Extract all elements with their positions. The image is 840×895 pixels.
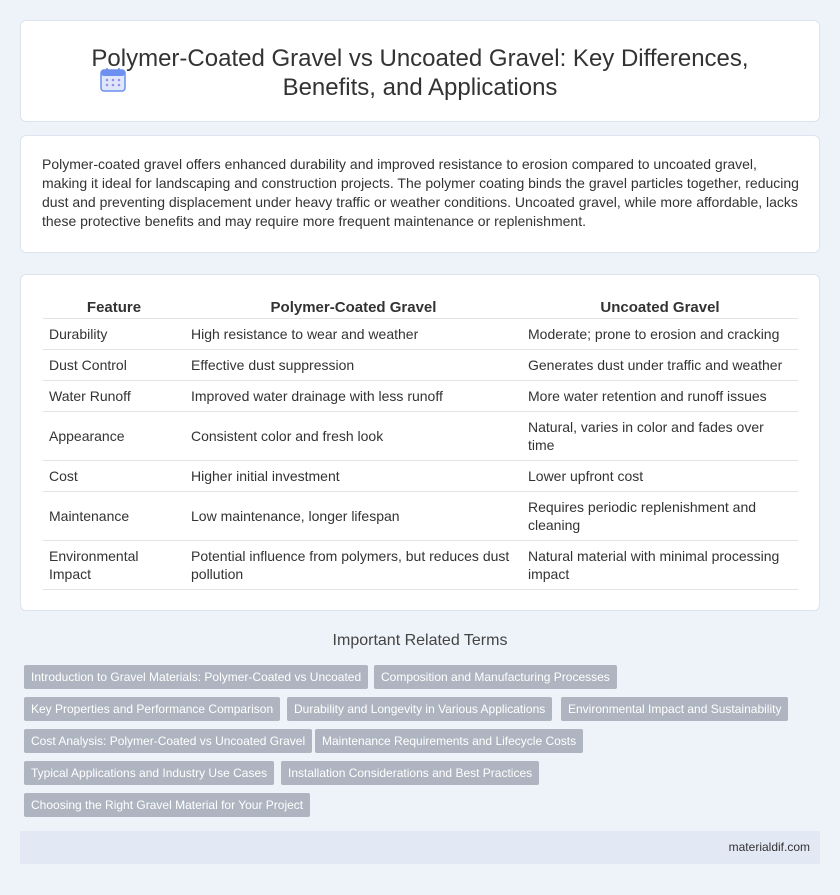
table-cell: Appearance — [43, 412, 185, 461]
footer-site-link[interactable]: materialdif.com — [728, 840, 810, 854]
table-row — [43, 461, 798, 492]
term-tag[interactable]: Choosing the Right Gravel Material for Your Project — [24, 793, 310, 817]
term-tag[interactable]: Composition and Manufacturing Processes — [374, 665, 617, 689]
table-row — [43, 541, 798, 590]
footer-bar — [20, 831, 820, 864]
table-cell: More water retention and runoff issues — [522, 381, 798, 412]
intro-paragraph: Polymer-coated gravel offers enhanced durability and improved resistance to erosion compared to uncoated gravel, making it ideal for landscaping and construction projects. The polymer coating binds the gravel particles together, reducing dust and preventing displacement under heavy traffic or weather conditions. Uncoated gravel, while more affordable, lacks these protective benefits and may require more frequent maintenance or replenishment. — [42, 156, 799, 229]
table-row — [43, 319, 798, 350]
table-cell: Dust Control — [43, 350, 185, 381]
related-terms-heading: Important Related Terms — [332, 632, 508, 649]
table-row — [43, 381, 798, 412]
column-header-uncoated: Uncoated Gravel — [522, 295, 798, 319]
page-title: Polymer-Coated Gravel vs Uncoated Gravel: Key Differences, Benefits, and Applications — [91, 45, 749, 101]
term-tag[interactable]: Cost Analysis: Polymer-Coated vs Uncoated Gravel — [24, 729, 312, 753]
intro-card — [20, 135, 820, 253]
table-cell: Maintenance — [43, 492, 185, 541]
column-header-polymer-coated: Polymer-Coated Gravel — [185, 295, 522, 319]
term-tag[interactable]: Introduction to Gravel Materials: Polymer-Coated vs Uncoated — [24, 665, 368, 689]
term-tag[interactable]: Installation Considerations and Best Practices — [281, 761, 539, 785]
table-cell: Consistent color and fresh look — [185, 412, 522, 461]
table-cell: High resistance to wear and weather — [185, 319, 522, 350]
comparison-table — [43, 295, 798, 590]
table-cell: Requires periodic replenishment and cleaning — [522, 492, 798, 541]
table-cell: Higher initial investment — [185, 461, 522, 492]
header-card — [20, 20, 820, 122]
comparison-table-card — [20, 274, 820, 611]
table-cell: Water Runoff — [43, 381, 185, 412]
term-tag[interactable]: Durability and Longevity in Various Applications — [287, 697, 552, 721]
table-cell: Natural material with minimal processing impact — [522, 541, 798, 590]
column-header-feature: Feature — [43, 295, 185, 319]
table-cell: Durability — [43, 319, 185, 350]
term-tag[interactable]: Typical Applications and Industry Use Cases — [24, 761, 274, 785]
table-row — [43, 350, 798, 381]
table-cell: Natural, varies in color and fades over time — [522, 412, 798, 461]
term-tag[interactable]: Maintenance Requirements and Lifecycle Costs — [315, 729, 583, 753]
table-cell: Low maintenance, longer lifespan — [185, 492, 522, 541]
table-cell: Effective dust suppression — [185, 350, 522, 381]
table-cell: Improved water drainage with less runoff — [185, 381, 522, 412]
table-cell: Potential influence from polymers, but reduces dust pollution — [185, 541, 522, 590]
table-cell: Lower upfront cost — [522, 461, 798, 492]
term-tag[interactable]: Key Properties and Performance Comparison — [24, 697, 280, 721]
term-tag[interactable]: Environmental Impact and Sustainability — [561, 697, 788, 721]
table-header-row — [43, 295, 798, 319]
table-cell: Cost — [43, 461, 185, 492]
table-cell: Generates dust under traffic and weather — [522, 350, 798, 381]
table-row — [43, 492, 798, 541]
table-cell: Environmental Impact — [43, 541, 185, 590]
table-row — [43, 412, 798, 461]
table-cell: Moderate; prone to erosion and cracking — [522, 319, 798, 350]
